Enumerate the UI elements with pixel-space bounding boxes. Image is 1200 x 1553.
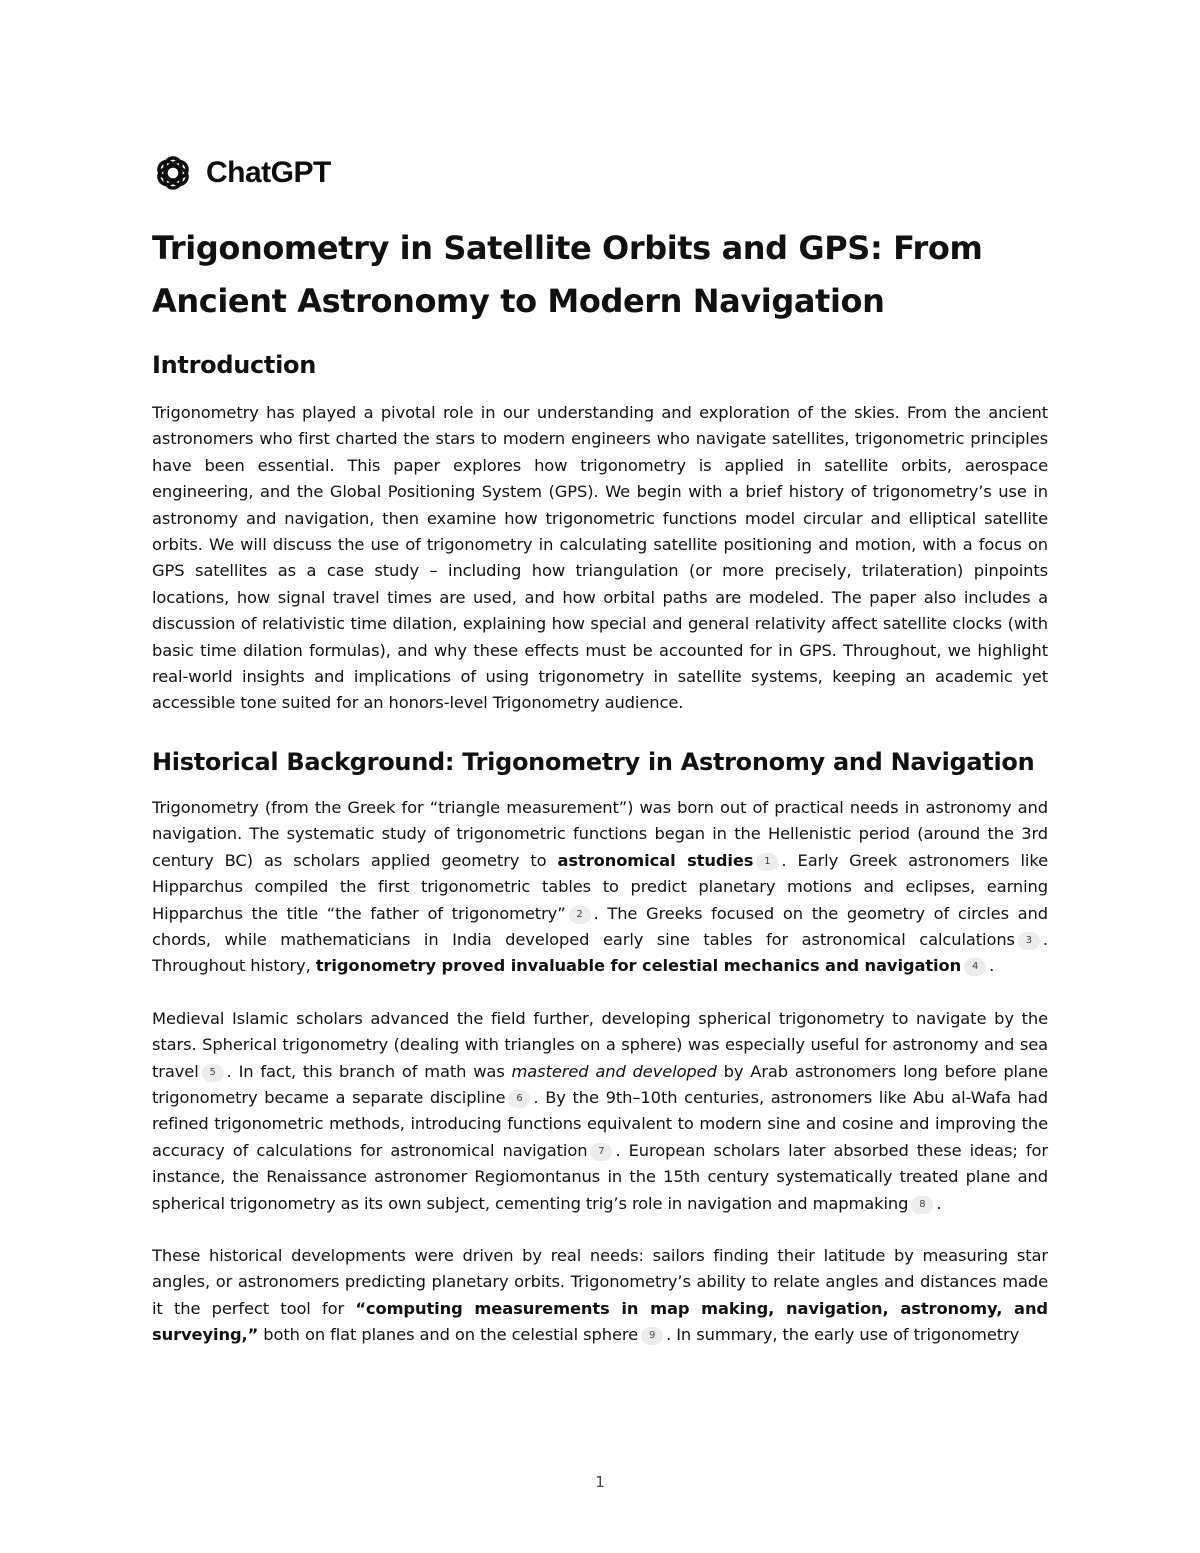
brand-header <box>152 150 1048 196</box>
citation-badge[interactable]: 2 <box>569 906 591 924</box>
text: . In fact, this branch of math was <box>226 1061 512 1081</box>
citation-badge[interactable]: 7 <box>590 1143 612 1161</box>
bold-text: astronomical studies <box>557 850 754 870</box>
text: by Arab astronomers long before plane trigonometry became a separate discipline <box>152 1061 1048 1107</box>
citation-badge[interactable]: 4 <box>964 958 986 976</box>
text: These historical developments were driven by real needs: sailors finding their latitude by measuring star angles, or astronomers predicting planetary orbits. Trigonometry’s ability to relate angles and distances made it the perfect tool for <box>152 1245 1048 1318</box>
text: . Throughout history, <box>152 929 1048 976</box>
text: Medieval Islamic scholars advanced the field further, developing spherical trigonometry to navigate by the stars. Spherical trigonometry (dealing with triangles on a sphere) was especially useful for astronomy and sea travel <box>152 1008 1048 1081</box>
history-paragraph-2 <box>152 1006 1048 1217</box>
text: Trigonometry (from the Greek for “triangle measurement”) was born out of practical needs in astronomy and navigation. The systematic study of trigonometric functions began in the Hellenistic period (around the 3rd century BC) as scholars applied geometry to <box>152 797 1048 870</box>
openai-knot-icon <box>152 152 194 194</box>
text: . European scholars later absorbed these ideas; for instance, the Renaissance astronomer Regiomontanus in the 15th century systematically treated plane and spherical trigonometry as its own subject, cementing trig’s role in navigation and mapmaking <box>152 1140 1048 1213</box>
bold-text: trigonometry proved invaluable for celestial mechanics and navigation <box>315 956 962 976</box>
text: . By the 9th–10th centuries, astronomers like Abu al-Wafa had refined trigonometric methods, introducing functions equivalent to modern sine and cosine and improving the accuracy of calculations for astronomical navigation <box>152 1087 1048 1160</box>
document-title: Trigonometry in Satellite Orbits and GPS: From Ancient Astronomy to Modern Navigation <box>152 229 983 320</box>
citation-badge[interactable]: 9 <box>641 1327 663 1345</box>
citation-badge[interactable]: 5 <box>202 1064 224 1082</box>
italic-text: mastered and developed <box>511 1061 717 1081</box>
citation-badge[interactable]: 6 <box>508 1090 530 1108</box>
history-paragraph-1 <box>152 795 1048 980</box>
text: . Early Greek astronomers like Hipparchus compiled the first trigonometric tables to predict planetary motions and eclipses, earning Hipparchus the title “the father of trigonometry” <box>152 850 1048 923</box>
text: . The Greeks focused on the geometry of circles and chords, while mathematicians in India developed early sine tables for astronomical calculations <box>152 903 1048 949</box>
history-paragraph-3 <box>152 1243 1048 1349</box>
section-heading-history: Historical Background: Trigonometry in Astronomy and Navigation <box>152 747 1035 776</box>
citation-badge[interactable]: 8 <box>911 1196 933 1214</box>
document-page <box>152 150 1048 1375</box>
citation-badge[interactable]: 3 <box>1018 932 1040 950</box>
text: . <box>989 956 995 976</box>
text: . <box>936 1193 942 1213</box>
page-number: 1 <box>595 1473 605 1491</box>
brand-name: ChatGPT <box>206 156 331 189</box>
bold-text: “computing measurements in map making, navigation, astronomy, and surveying,” <box>152 1298 1048 1345</box>
intro-paragraph: Trigonometry has played a pivotal role in our understanding and exploration of the skies. From the ancient astronomers who first charted the stars to modern engineers who navigate satellites, trigonometric principles have been essential. This paper explores how trigonometry is applied in satellite orbits, aerospace engineering, and the Global Positioning System (GPS). We begin with a brief history of trigonometry’s use in astronomy and navigation, then examine how trigonometric functions model circular and elliptical satellite orbits. We will discuss the use of trigonometry in calculating satellite positioning and motion, with a focus on GPS satellites as a case study – including how triangulation (or more precisely, trilateration) pinpoints locations, how signal travel times are used, and how orbital paths are modeled. The paper also includes a discussion of relativistic time dilation, explaining how special and general relativity affect satellite clocks (with basic time dilation formulas), and why these effects must be accounted for in GPS. Throughout, we highlight real-world insights and implications of using trigonometry in satellite systems, keeping an academic yet accessible tone suited for an honors-level Trigonometry audience. <box>152 403 1048 713</box>
section-heading-introduction: Introduction <box>152 351 316 379</box>
text: . In summary, the early use of trigonometry <box>666 1325 1020 1345</box>
text: both on flat planes and on the celestial sphere <box>258 1325 639 1345</box>
citation-badge[interactable]: 1 <box>756 853 778 871</box>
